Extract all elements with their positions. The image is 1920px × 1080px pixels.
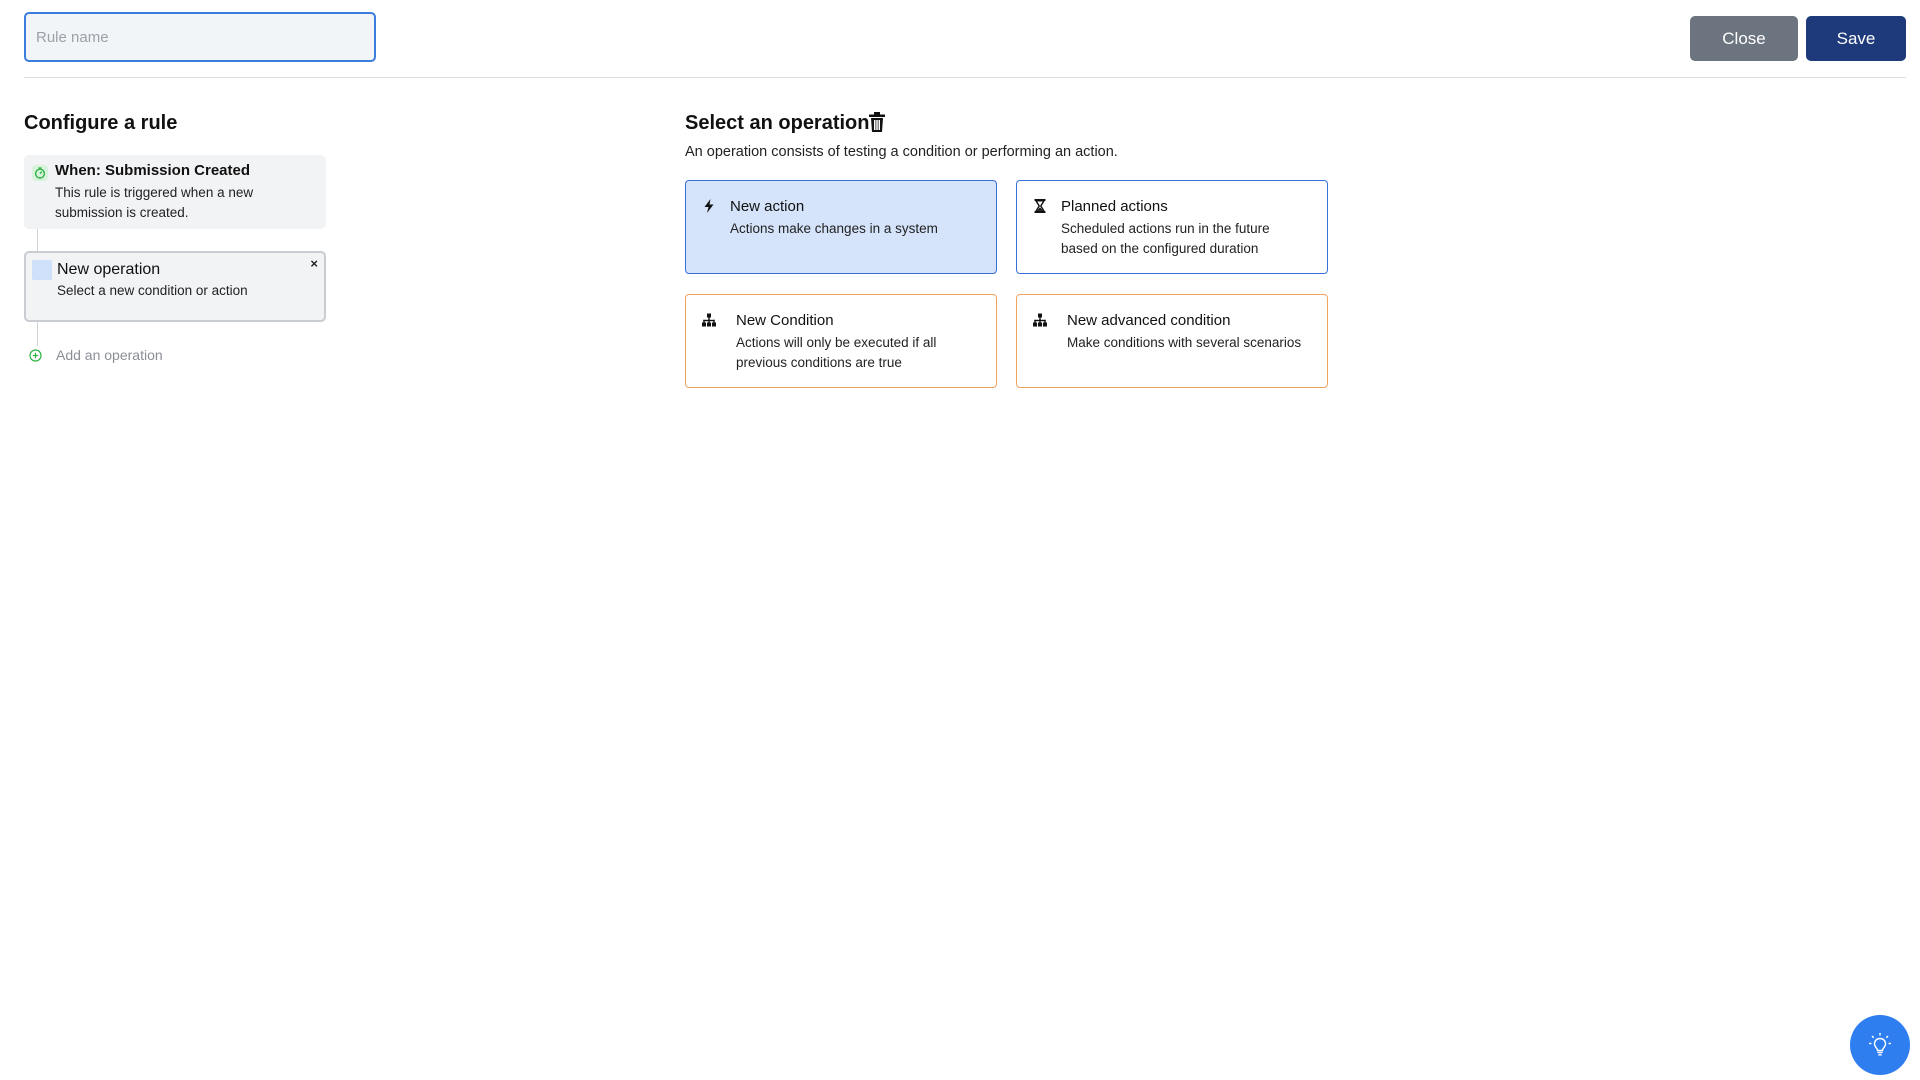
help-button[interactable] [1850, 1015, 1910, 1075]
select-operation-subtitle: An operation consists of testing a condition or performing an action. [685, 144, 1118, 160]
tile-description: Scheduled actions run in the future based on the configured duration [1061, 221, 1270, 256]
tile-title: New Condition [736, 312, 834, 329]
tree-connector [37, 229, 38, 251]
add-operation-label: Add an operation [56, 347, 163, 363]
new-condition-tile[interactable] [685, 294, 997, 388]
select-operation-heading: Select an operation [685, 112, 870, 134]
tile-description: Actions make changes in a system [730, 221, 938, 236]
tile-title: New advanced condition [1067, 312, 1231, 329]
rule-name-input[interactable] [24, 12, 376, 62]
sitemap-icon [1032, 312, 1048, 328]
tile-title: Planned actions [1061, 198, 1168, 215]
header-divider [24, 77, 1906, 78]
tile-title: New action [730, 198, 805, 215]
tile-description: Make conditions with several scenarios [1067, 335, 1302, 350]
trigger-title: When: Submission Created [55, 162, 251, 179]
configure-rule-heading: Configure a rule [24, 112, 178, 134]
tile-description: Actions will only be executed if all previous conditions are true [736, 335, 937, 370]
operation-color-swatch [32, 260, 52, 280]
sitemap-icon [701, 312, 717, 328]
operation-card[interactable] [24, 251, 326, 322]
close-button[interactable]: Close [1690, 16, 1798, 61]
trigger-description: This rule is triggered when a new submission is created. [55, 185, 254, 220]
close-icon[interactable]: × [310, 256, 318, 271]
timer-icon [32, 165, 48, 181]
new-action-tile[interactable] [685, 180, 997, 274]
hourglass-icon [1032, 198, 1048, 214]
planned-actions-tile[interactable] [1016, 180, 1328, 274]
lightbulb-icon [1868, 1032, 1892, 1058]
bolt-icon [701, 198, 717, 214]
trash-icon[interactable] [868, 111, 886, 133]
operation-title: New operation [57, 261, 161, 278]
operation-description: Select a new condition or action [57, 283, 248, 298]
add-circle-icon [29, 349, 42, 362]
new-advanced-condition-tile[interactable] [1016, 294, 1328, 388]
tree-connector [37, 322, 38, 346]
save-button[interactable]: Save [1806, 16, 1906, 61]
trigger-card[interactable] [24, 155, 326, 229]
